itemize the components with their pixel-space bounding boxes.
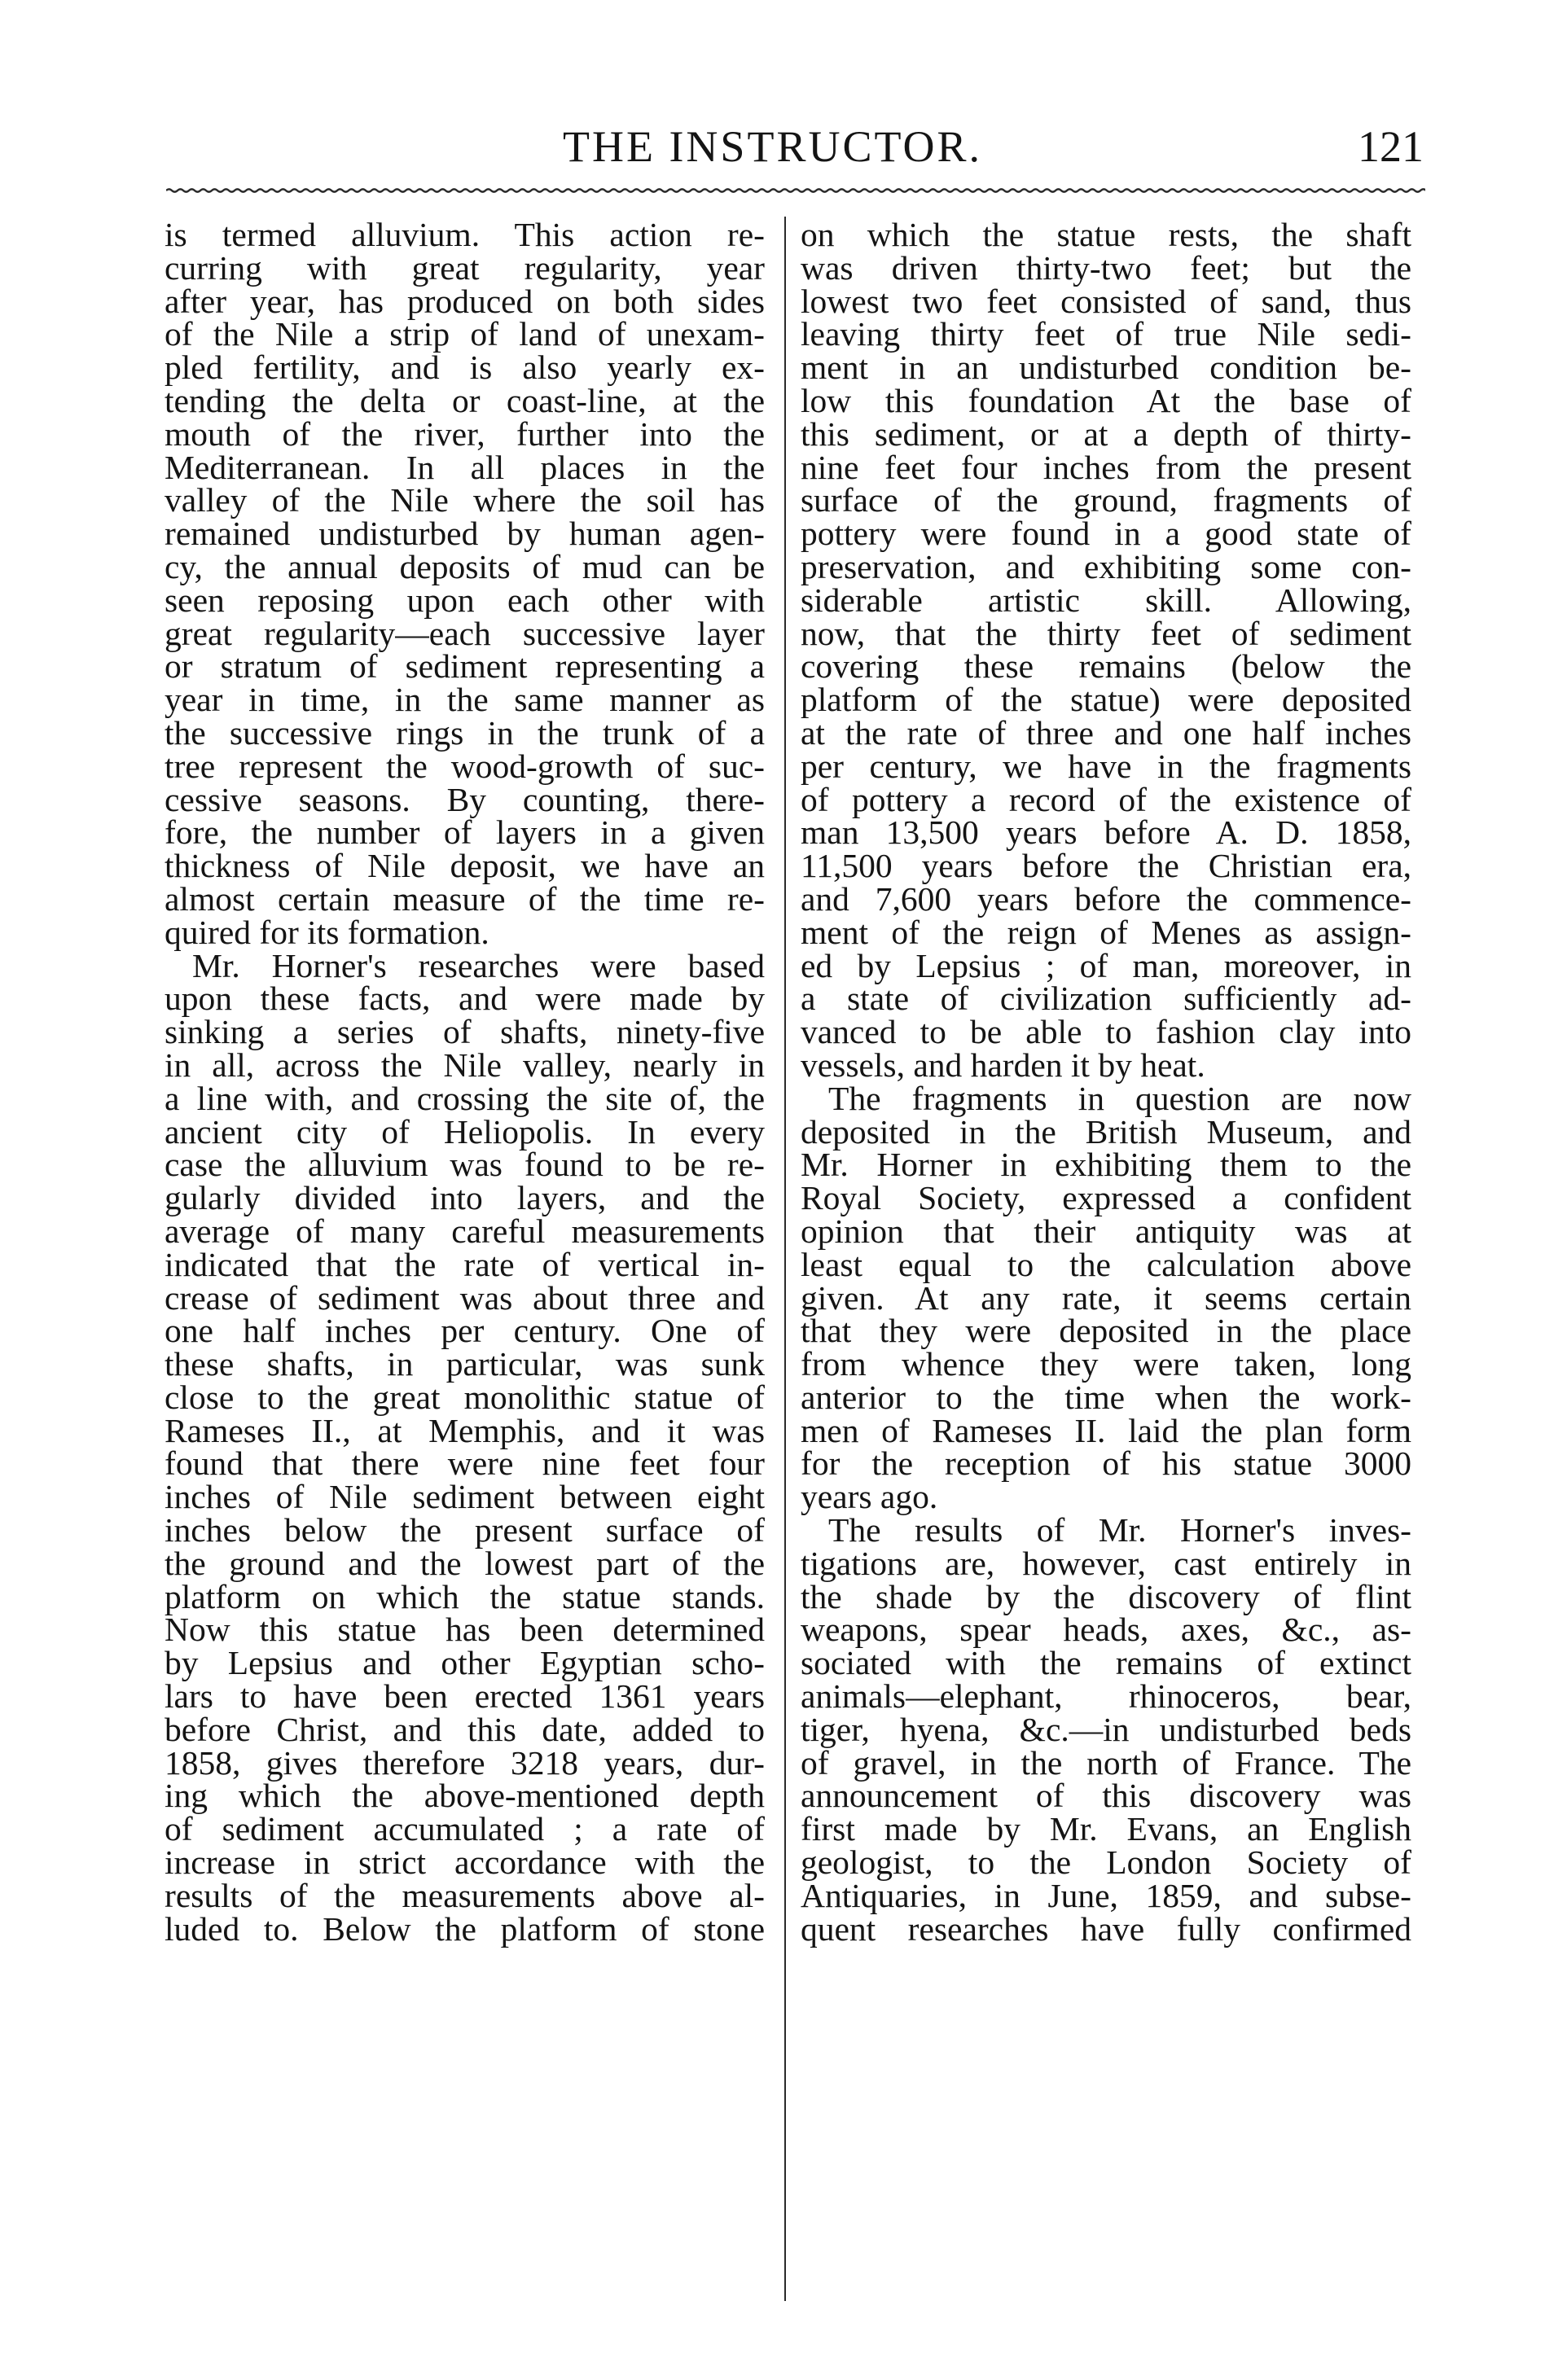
text-line: Antiquaries, in June, 1859, and subse- [801,1876,1411,1914]
text-line: at the rate of three and one half inches [801,713,1411,752]
text-line: fore, the number of layers in a given [165,813,765,852]
text-line: opinion that their antiquity was at [801,1212,1411,1250]
text-line: lars to have been erected 1361 years [165,1677,765,1716]
text-line: vanced to be able to fashion clay into [801,1013,1411,1051]
text-line: thickness of Nile deposit, we have an [165,847,765,885]
text-line: is termed alluvium. This action re- [165,216,765,253]
text-line: 11,500 years before the Christian era, [801,847,1411,885]
header-wavy-rule [166,183,1425,198]
text-line: sinking a series of shafts, ninety-five [165,1013,765,1051]
text-line: the ground and the lowest part of the [165,1544,765,1582]
text-line: results of the measurements above al- [165,1876,765,1914]
text-column-left [165,216,765,1948]
text-line: Mr. Horner in exhibiting them to the [801,1146,1411,1184]
text-line: ing which the above-mentioned depth [165,1777,765,1815]
text-line: on which the statue rests, the shaft [801,216,1411,253]
text-line: remained undisturbed by human agen- [165,515,765,553]
text-line: found that there were nine feet four [165,1444,765,1483]
text-line: vessels, and harden it by heat. [801,1045,1205,1084]
text-line: sociated with the remains of extinct [801,1644,1411,1682]
text-line: before Christ, and this date, added to [165,1710,765,1748]
text-line: surface of the ground, fragments of [801,481,1411,519]
text-line: lowest two feet consisted of sand, thus [801,282,1411,320]
text-line: siderable artistic skill. Allowing, [801,581,1411,619]
text-line: covering these remains (below the [801,647,1411,686]
text-line: tree represent the wood-growth of suc- [165,747,765,785]
text-line: that they were deposited in the place [801,1312,1411,1350]
text-line: inches below the present surface of [165,1511,765,1549]
text-line: of the Nile a strip of land of unexam- [165,315,765,353]
text-line: these shafts, in particular, was sunk [165,1345,765,1383]
text-line: per century, we have in the fragments [801,747,1411,785]
text-line: the successive rings in the trunk of a [165,713,765,752]
text-line: for the reception of his statue 3000 [801,1444,1411,1483]
text-line: cy, the annual deposits of mud can be [165,547,765,585]
text-line: and 7,600 years before the commence- [801,879,1411,918]
text-line: or stratum of sediment representing a [165,647,765,686]
text-line: seen reposing upon each other with [165,581,765,619]
text-line: year in time, in the same manner as [165,681,765,719]
text-line: geologist, to the London Society of [801,1843,1411,1882]
text-line: of sediment accumulated ; a rate of [165,1810,765,1848]
text-line: years ago. [801,1478,938,1516]
text-line: 1858, gives therefore 3218 years, dur- [165,1743,765,1782]
text-line: leaving thirty feet of true Nile sedi- [801,315,1411,353]
text-line: given. At any rate, it seems certain [801,1278,1411,1317]
text-line: a line with, and crossing the site of, the [165,1079,765,1117]
text-line: was driven thirty-two feet; but the [801,248,1411,287]
text-line: crease of sediment was about three and [165,1278,765,1317]
text-column-right [801,216,1411,1948]
text-line: platform of the statue) were deposited [801,681,1411,719]
text-line: gularly divided into layers, and the [165,1179,765,1217]
text-line: a state of civilization sufficiently ad- [801,980,1411,1018]
text-line: luded to. Below the platform of stone [165,1909,765,1948]
text-line: by Lepsius and other Egyptian scho- [165,1644,765,1682]
text-line: quired for its formation. [165,913,489,951]
text-line: Rameses II., at Memphis, and it was [165,1411,765,1449]
text-line: this sediment, or at a depth of thirty- [801,414,1411,453]
text-line: of pottery a record of the existence of [801,780,1411,818]
text-line: almost certain measure of the time re- [165,879,765,918]
text-line: ancient city of Heliopolis. In every [165,1112,765,1151]
running-head [0,122,1545,171]
text-line: in all, across the Nile valley, nearly in [165,1045,765,1084]
text-line: The fragments in question are now [828,1079,1411,1117]
text-line: from whence they were taken, long [801,1345,1411,1383]
text-line: weapons, spear heads, axes, &c., as- [801,1611,1411,1649]
page-number: 121 [1358,122,1424,171]
text-line: Mr. Horner's researches were based [192,946,765,984]
text-line: after year, has produced on both sides [165,282,765,320]
text-line: indicated that the rate of vertical in- [165,1245,765,1283]
text-line: pled fertility, and is also yearly ex- [165,348,765,387]
text-line: man 13,500 years before A. D. 1858, [801,813,1411,852]
text-line: inches of Nile sediment between eight [165,1478,765,1516]
text-line: The results of Mr. Horner's inves- [828,1511,1411,1549]
text-line: cessive seasons. By counting, there- [165,780,765,818]
text-line: first made by Mr. Evans, an English [801,1810,1411,1848]
text-line: quent researches have fully confirmed [801,1909,1411,1948]
text-line: tigations are, however, cast entirely in [801,1544,1411,1582]
text-line: mouth of the river, further into the [165,414,765,453]
text-line: least equal to the calculation above [801,1245,1411,1283]
column-divider [784,217,786,2301]
text-line: one half inches per century. One of [165,1312,765,1350]
text-line: ed by Lepsius ; of man, moreover, in [801,946,1411,984]
text-line: curring with great regularity, year [165,248,765,287]
text-line: ment in an undisturbed condition be- [801,348,1411,387]
text-line: ment of the reign of Menes as assign- [801,913,1411,951]
text-line: valley of the Nile where the soil has [165,481,765,519]
text-line: deposited in the British Museum, and [801,1112,1411,1151]
text-line: nine feet four inches from the present [801,448,1411,486]
text-line: now, that the thirty feet of sediment [801,614,1411,652]
text-line: great regularity—each successive layer [165,614,765,652]
text-line: Mediterranean. In all places in the [165,448,765,486]
text-line: Royal Society, expressed a confident [801,1179,1411,1217]
text-line: upon these facts, and were made by [165,980,765,1018]
text-line: tiger, hyena, &c.—in undisturbed beds [801,1710,1411,1748]
text-line: of gravel, in the north of France. The [801,1743,1411,1782]
text-line: Now this statue has been determined [165,1611,765,1649]
text-line: tending the delta or coast-line, at the [165,381,765,419]
text-line: low this foundation At the base of [801,381,1411,419]
text-line: anterior to the time when the work- [801,1378,1411,1416]
text-line: case the alluvium was found to be re- [165,1146,765,1184]
text-line: the shade by the discovery of flint [801,1577,1411,1615]
text-line: men of Rameses II. laid the plan form [801,1411,1411,1449]
text-line: announcement of this discovery was [801,1777,1411,1815]
text-line: average of many careful measurements [165,1212,765,1250]
text-line: animals—elephant, rhinoceros, bear, [801,1677,1411,1716]
text-line: increase in strict accordance with the [165,1843,765,1882]
text-line: platform on which the statue stands. [165,1577,765,1615]
text-line: pottery were found in a good state of [801,515,1411,553]
text-line: preservation, and exhibiting some con- [801,547,1411,585]
text-line: close to the great monolithic statue of [165,1378,765,1416]
journal-title: THE INSTRUCTOR. [562,122,983,171]
